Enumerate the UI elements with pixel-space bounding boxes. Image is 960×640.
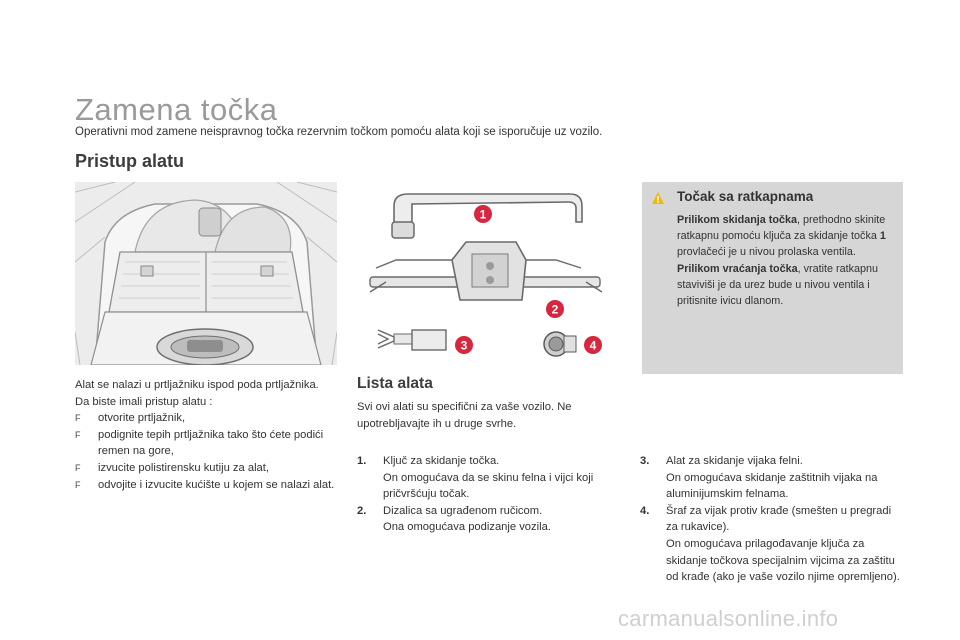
page-title: Zamena točka: [75, 92, 278, 127]
callout-2-label: 2: [551, 302, 559, 317]
bullet-marker: F: [75, 413, 81, 424]
tools-heading: Lista alata: [357, 375, 433, 392]
access-step-text: izvucite polistirensku kutiju za alat,: [98, 461, 269, 474]
info-refit-text: , vratite ratkapnu staviviši je da urez bude u nivou ventila i pritisnite ivicu dlanom.: [677, 262, 879, 308]
access-step: [75, 460, 335, 477]
bolt-tool-icon: [378, 330, 446, 350]
tool-list-left: [357, 453, 622, 536]
info-title: Točak sa ratkapnama: [677, 189, 814, 204]
tool-item-name: Alat za skidanje vijaka felni.: [666, 455, 803, 467]
info-removal-text-b: provlačeći je u nivou prolaska ventila.: [677, 246, 856, 259]
access-text: [75, 377, 335, 493]
tool-item: [640, 503, 905, 586]
info-icon: [651, 191, 665, 205]
tool-item-desc: On omogućava prilagođavanje ključa za skidanje točkova specijalnim vijcima za zaštitu od krađe (ako je vaše vozilo njime opremljeno).: [666, 537, 900, 584]
bullet-marker: F: [75, 462, 81, 473]
info-refit: [677, 261, 892, 310]
tool-item-desc: On omogućava da se skinu felna i vijci koji pričvršćuju točak.: [383, 471, 594, 501]
tool-item: [357, 503, 622, 536]
page-subtitle: Operativni mod zamene neispravnog točka rezervnim točkom pomoću alata koji se isporučuje uz vozilo.: [75, 126, 603, 138]
info-body: [677, 212, 892, 309]
callout-1: [473, 204, 493, 224]
access-step: [75, 410, 335, 427]
info-removal: [677, 212, 892, 261]
tool-item: [357, 453, 622, 503]
info-refit-bold: Prilikom vraćanja točka: [677, 262, 798, 275]
anti-theft-adapter-icon: [544, 332, 576, 356]
callout-3: [454, 335, 474, 355]
tool-item: [640, 453, 905, 503]
callout-4-label: 4: [589, 338, 597, 353]
callout-1-label: 1: [479, 207, 487, 222]
tool-item-name: Šraf za vijak protiv krađe (smešten u pregradi za rukavice).: [666, 504, 892, 534]
bullet-marker: F: [75, 479, 81, 490]
access-step: [75, 477, 335, 494]
access-intro-line1: Alat se nalazi u prtljažniku ispod poda prtljažnika.: [75, 379, 319, 391]
callout-4: [583, 335, 603, 355]
tool-list-right: [640, 453, 905, 586]
info-removal-bold: Prilikom skidanja točka: [677, 214, 798, 226]
jack-icon: [370, 242, 602, 300]
access-heading: Pristup alatu: [75, 151, 185, 171]
access-step-text: podignite tepih prtljažnika tako što ćete podići remen na gore,: [98, 428, 324, 458]
callout-2: [545, 299, 565, 319]
tool-item-name: Ključ za skidanje točka.: [383, 455, 500, 467]
tools-intro: Svi ovi alati su specifični za vaše vozilo. Ne upotrebljavajte ih u druge svrhe.: [357, 401, 572, 430]
tool-item-name: Dizalica sa ugrađenom ručicom.: [383, 504, 543, 517]
watermark: carmanualsonline.info: [618, 606, 839, 631]
info-removal-text-a: , prethodno skinite ratkapnu pomoću ključa za skidanje točka: [677, 214, 886, 243]
access-step: [75, 427, 335, 460]
info-removal-num: 1: [879, 230, 886, 243]
tool-item-number: 3.: [640, 455, 650, 467]
tool-item-number: 1.: [357, 455, 367, 467]
tool-item-number: 2.: [357, 504, 367, 517]
tool-item-number: 4.: [640, 504, 650, 517]
access-intro-line2: Da biste imali pristup alatu :: [75, 395, 213, 408]
tool-item-desc: On omogućava skidanje zaštitnih vijaka na aluminijumskim felnama.: [666, 471, 878, 501]
trunk-illustration: [75, 182, 337, 365]
tool-item-desc: Ona omogućava podizanje vozila.: [383, 521, 551, 534]
access-step-text: odvojite i izvucite kućište u kojem se nalazi alat.: [98, 478, 335, 491]
callout-3-label: 3: [460, 338, 468, 353]
bullet-marker: F: [75, 429, 81, 440]
access-step-text: otvorite prtljažnik,: [98, 412, 186, 425]
